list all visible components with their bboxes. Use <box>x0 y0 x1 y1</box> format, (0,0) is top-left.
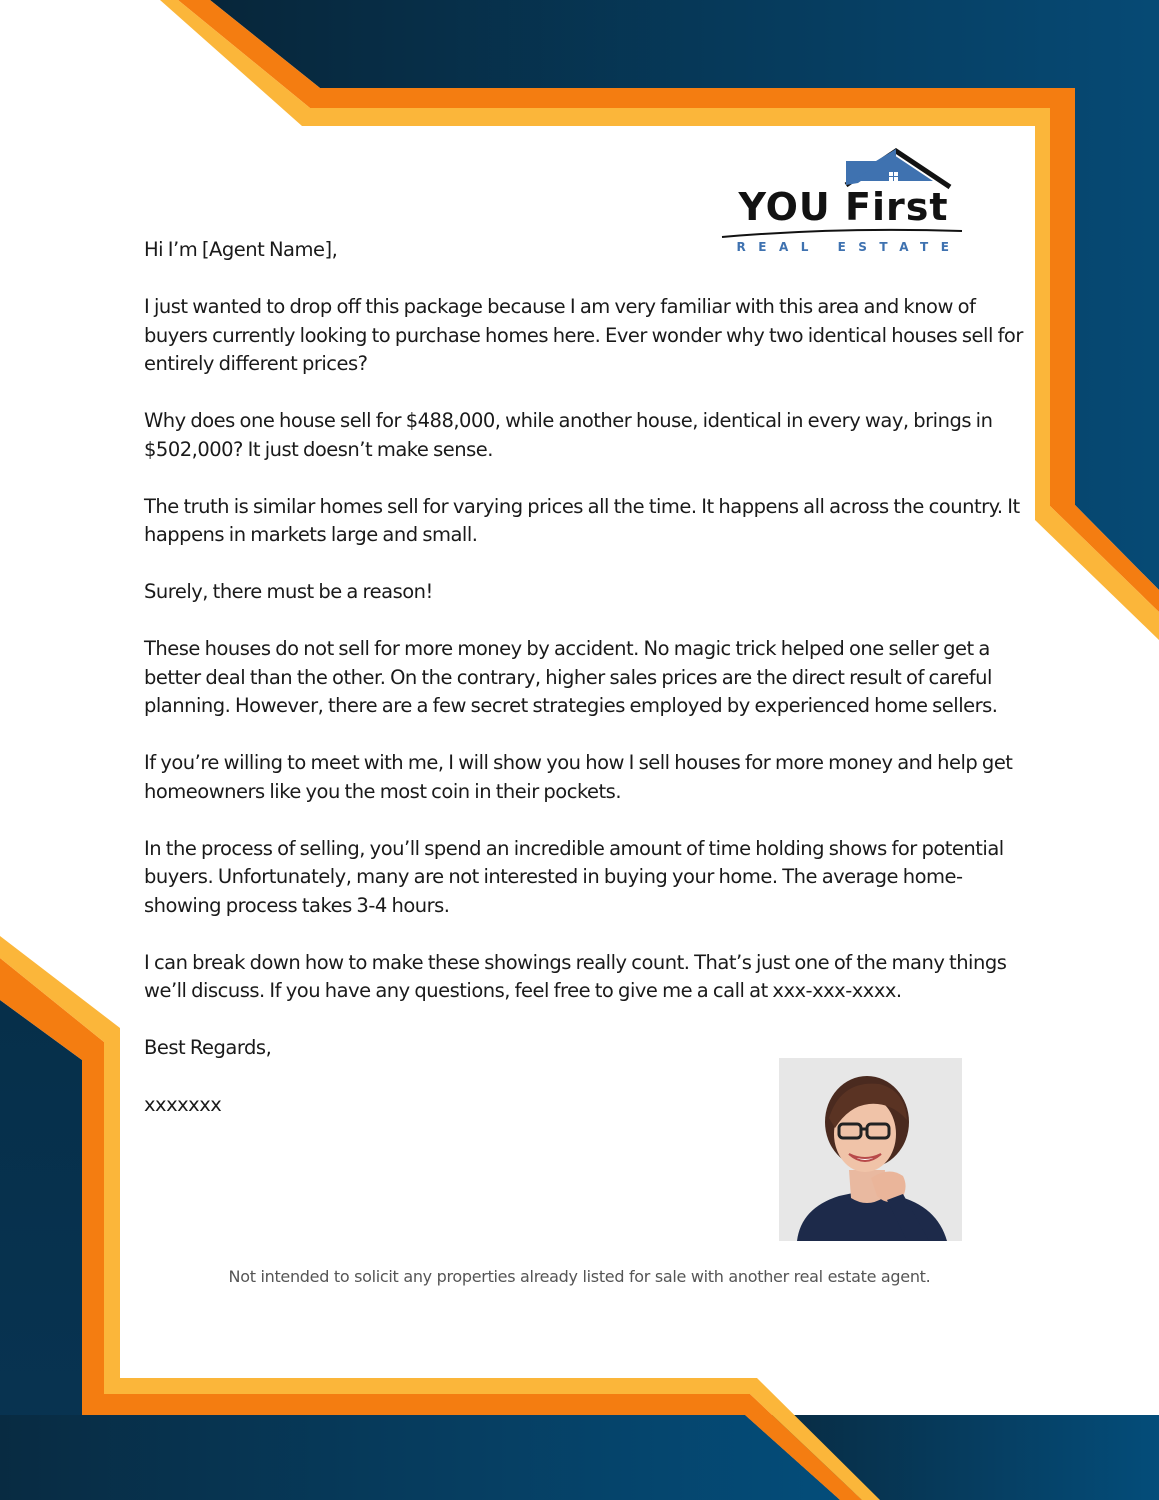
signature: xxxxxxx <box>144 1093 222 1116</box>
paragraph: Why does one house sell for $488,000, while another house, identical in every way, brings in $502,000? It just doesn’t make sense. <box>144 409 993 461</box>
letter-body <box>144 236 1024 1148</box>
greeting: Hi I’m [Agent Name], <box>144 238 338 261</box>
paragraph: Surely, there must be a reason! <box>144 580 433 603</box>
closing: Best Regards, <box>144 1036 272 1059</box>
logo-subtitle: REAL ESTATE <box>736 240 962 254</box>
paragraph: The truth is similar homes sell for varying prices all the time. It happens all across the country. It happens in markets large and small. <box>144 494 1020 546</box>
paragraph: I can break down how to make these showings really count. That’s just one of the many things we’ll discuss. If you have any questions, feel free to give me a call at xxx-xxx-xxxx. <box>144 950 1007 1002</box>
disclaimer: Not intended to solicit any properties already listed for sale with another real estate agent. <box>228 1267 931 1286</box>
paragraph: If you’re willing to meet with me, I will show you how I sell houses for more money and help get homeowners like you the most coin in their pockets. <box>144 751 1013 803</box>
agent-photo <box>779 1058 962 1241</box>
bottom-navy-wide <box>0 1415 840 1500</box>
paragraph: These houses do not sell for more money by accident. No magic trick helped one seller get a better deal than the other. On the contrary, higher sales prices are the direct result of careful planning. However, there are a few secret strategies employed by experienced home sellers. <box>144 637 998 717</box>
paragraph: I just wanted to drop off this package because I am very familiar with this area and know of buyers currently looking to purchase homes here. Ever wonder why two identical houses sell for entirely different prices? <box>144 295 1023 375</box>
paragraph: In the process of selling, you’ll spend an incredible amount of time holding shows for potential buyers. Unfortunately, many are not interested in buying your home. The average home-showing process takes 3-4 hours. <box>144 836 1004 917</box>
logo-title: YOU First <box>738 185 949 229</box>
